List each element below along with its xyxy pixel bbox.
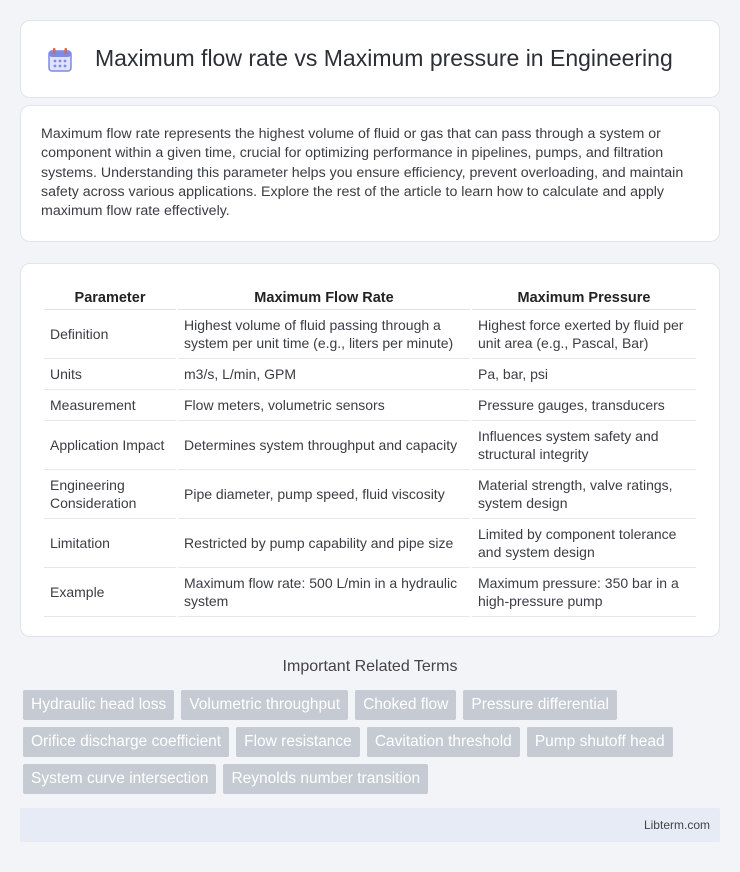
table-row [44,390,696,421]
table-row [44,421,696,470]
column-header: Maximum Pressure [472,284,696,310]
table-cell: Highest force exerted by fluid per unit area (e.g., Pascal, Bar) [472,310,696,359]
related-term-tag[interactable]: Hydraulic head loss [23,690,174,720]
footer-site-link[interactable]: Libterm.com [643,818,710,832]
table-cell: Limitation [44,519,176,568]
related-term-tag[interactable]: Volumetric throughput [181,690,348,720]
table-cell: Definition [44,310,176,359]
tag-row [23,764,723,794]
column-header: Maximum Flow Rate [178,284,470,310]
tag-row [23,727,723,757]
table-cell: Example [44,568,176,617]
table-row [44,310,696,359]
table-cell: Pipe diameter, pump speed, fluid viscosity [178,470,470,519]
related-term-tag[interactable]: Pump shutoff head [527,727,673,757]
table-row [44,568,696,617]
calendar-icon [47,47,73,73]
table-row [44,470,696,519]
table-cell: Influences system safety and structural integrity [472,421,696,470]
footer [20,808,720,842]
intro-card [20,105,720,242]
table-cell: Determines system throughput and capacity [178,421,470,470]
table-cell: Limited by component tolerance and system design [472,519,696,568]
related-term-tag[interactable]: System curve intersection [23,764,216,794]
table-cell: Engineering Consideration [44,470,176,519]
related-term-tag[interactable]: Pressure differential [463,690,617,720]
table-row [44,359,696,390]
table-row [44,519,696,568]
intro-text: Maximum flow rate represents the highest volume of fluid or gas that can pass through a system or component within a given time, crucial for optimizing performance in pipelines, pumps, and filtration systems. Understanding this parameter helps you ensure efficiency, prevent overloading, and maintain safety across various applications. Explore the rest of the article to learn how to calculate and apply maximum flow rate effectively. [41,126,684,220]
header-card [20,20,720,98]
tag-row [23,690,723,720]
table-cell: Flow meters, volumetric sensors [178,390,470,421]
table-cell: Measurement [44,390,176,421]
table-cell: Highest volume of fluid passing through a system per unit time (e.g., liters per minute) [178,310,470,359]
page-title: Maximum flow rate vs Maximum pressure in Engineering [95,45,673,71]
related-term-tag[interactable]: Cavitation threshold [367,727,520,757]
comparison-table-card [20,263,720,637]
table-cell: Material strength, valve ratings, system design [472,470,696,519]
related-term-tag[interactable]: Choked flow [355,690,456,720]
related-term-tag[interactable]: Reynolds number transition [223,764,428,794]
related-terms-title: Important Related Terms [282,658,458,675]
table-cell: Application Impact [44,421,176,470]
table-cell: Pa, bar, psi [472,359,696,390]
table-cell: Restricted by pump capability and pipe size [178,519,470,568]
comparison-table [42,284,698,617]
table-cell: Maximum flow rate: 500 L/min in a hydraulic system [178,568,470,617]
table-cell: Maximum pressure: 350 bar in a high-pressure pump [472,568,696,617]
related-term-tag[interactable]: Flow resistance [236,727,360,757]
related-terms-list [23,690,723,801]
table-cell: Units [44,359,176,390]
table-cell: Pressure gauges, transducers [472,390,696,421]
table-header-row [44,284,696,310]
table-cell: m3/s, L/min, GPM [178,359,470,390]
column-header: Parameter [44,284,176,310]
related-term-tag[interactable]: Orifice discharge coefficient [23,727,229,757]
